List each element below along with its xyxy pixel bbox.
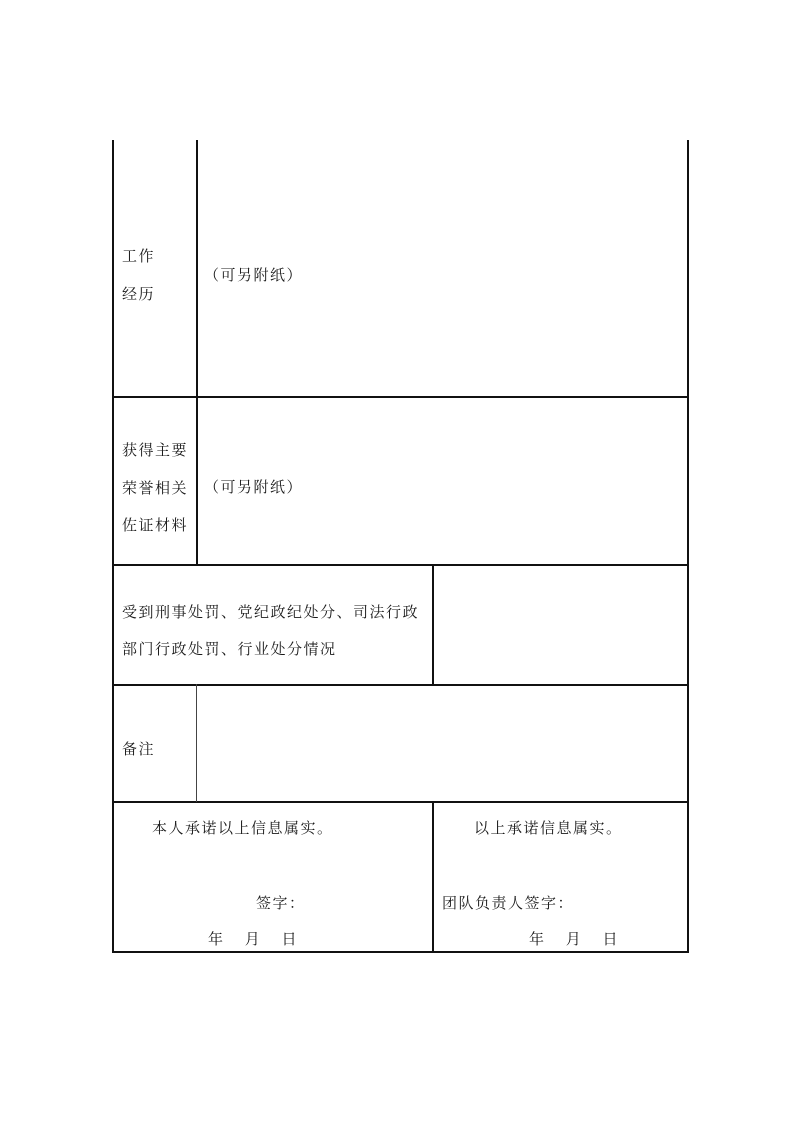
table-left-border <box>112 140 114 952</box>
self-signature-label: 签字： <box>256 894 306 912</box>
self-declaration-statement: 本人承诺以上信息属实。 <box>152 819 334 837</box>
team-leader-signature-label: 团队负责人签字： <box>442 894 575 912</box>
penalties-label-line1: 受到刑事处罚、党纪政纪处分、司法行政 <box>122 603 420 621</box>
team-signature-date: 年 月 日 <box>529 930 620 948</box>
penalties-column-divider <box>432 564 434 685</box>
row-divider-work-honors <box>112 396 689 398</box>
work-history-label-line1: 工作 <box>122 247 156 265</box>
declaration-column-divider <box>432 801 434 952</box>
self-signature-date: 年 月 日 <box>208 930 299 948</box>
honors-note: （可另附纸） <box>204 478 304 496</box>
row-divider-penalties-remarks <box>112 684 689 686</box>
remarks-column-divider <box>196 684 197 802</box>
penalties-label-line2: 部门行政处罚、行业处分情况 <box>122 640 337 658</box>
row-divider-remarks-declaration <box>112 801 689 803</box>
row-divider-honors-penalties <box>112 564 689 566</box>
work-history-note: （可另附纸） <box>204 266 304 284</box>
honors-label-line2: 荣誉相关 <box>122 479 189 497</box>
honors-label-line3: 佐证材料 <box>122 516 189 534</box>
team-declaration-statement: 以上承诺信息属实。 <box>474 819 623 837</box>
honors-label-line1: 获得主要 <box>122 441 189 459</box>
table-right-border <box>687 140 689 952</box>
work-history-label-line2: 经历 <box>122 285 156 303</box>
remarks-label: 备注 <box>122 740 156 758</box>
table-bottom-border <box>112 951 689 953</box>
label-column-divider-upper <box>196 140 198 565</box>
